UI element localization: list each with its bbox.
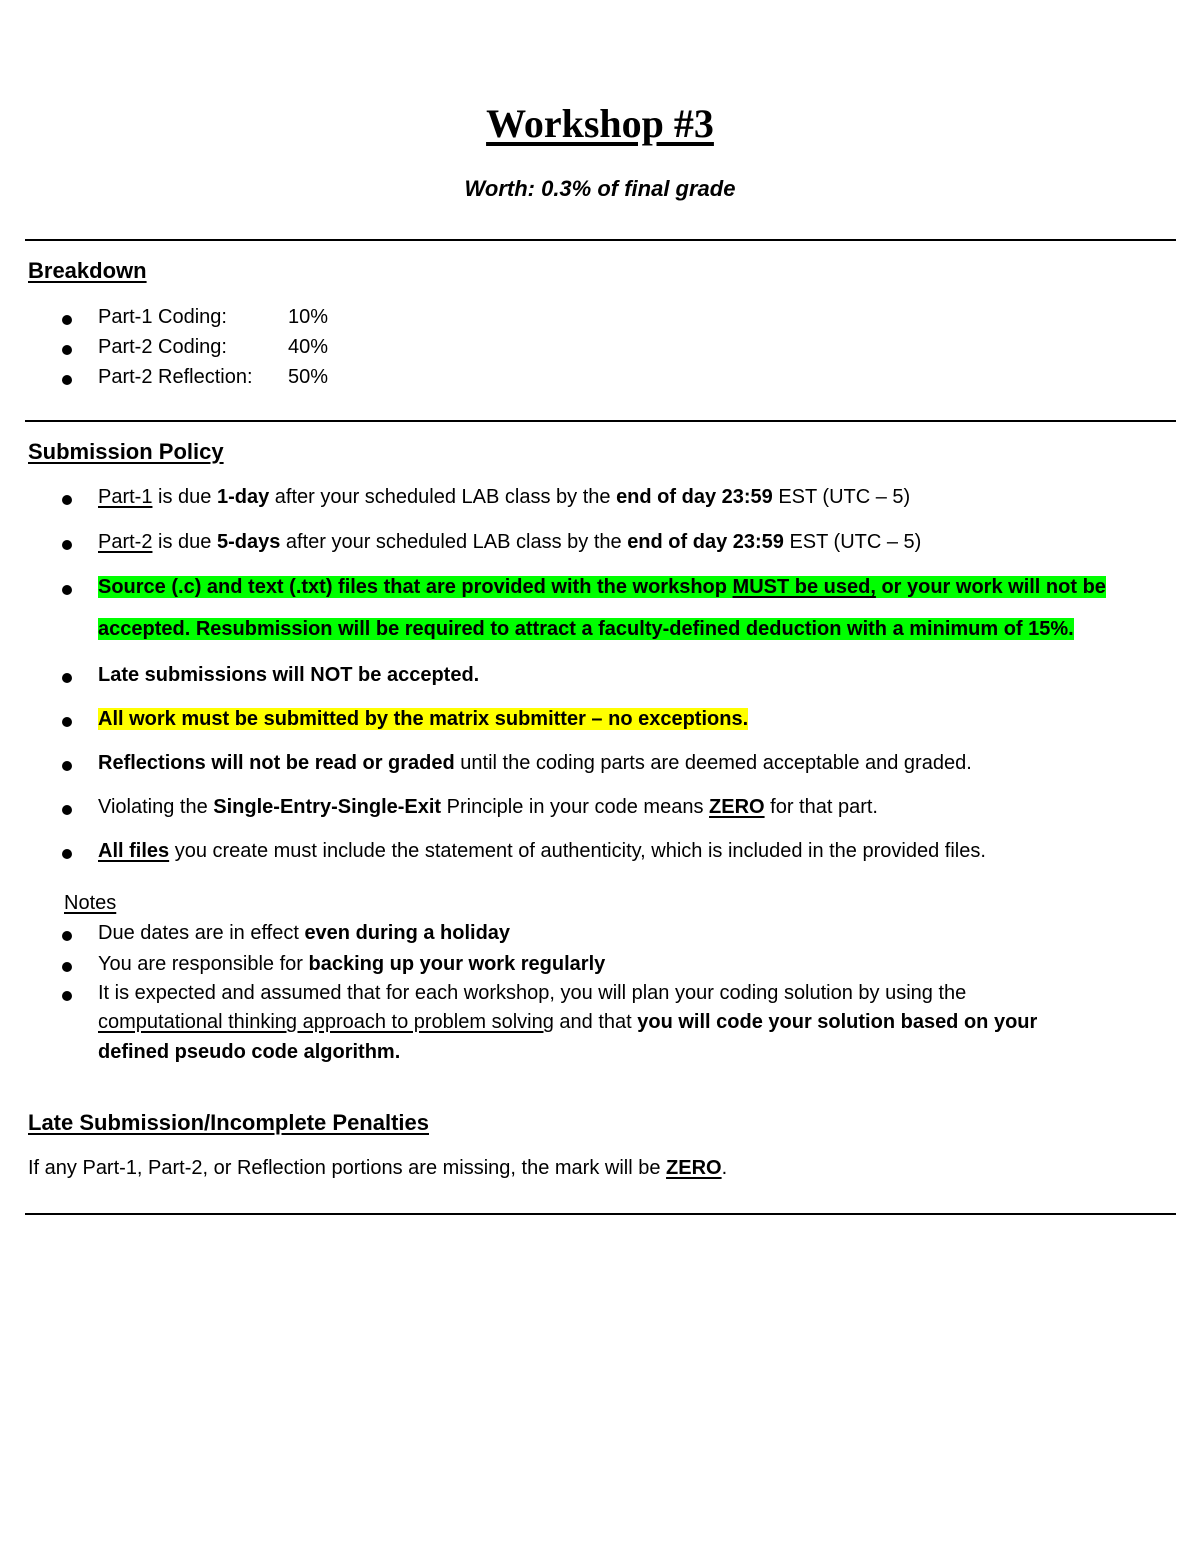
breakdown-label: Part-2 Coding: <box>98 336 227 358</box>
breakdown-value: 10% <box>288 306 329 328</box>
bullet-icon <box>62 375 72 385</box>
page-title: Workshop #3 <box>486 101 714 146</box>
note-computational-thinking-line2: computational thinking approach to problem solving and that you will code your solution based on your <box>98 1011 1038 1033</box>
breakdown-heading: Breakdown <box>28 258 147 283</box>
breakdown-label: Part-2 Reflection: <box>98 366 253 388</box>
policy-part2: Part-2 is due 5-days after your scheduled LAB class by the end of day 23:59 EST (UTC – 5) <box>98 531 922 553</box>
penalties-heading: Late Submission/Incomplete Penalties <box>28 1110 429 1135</box>
bullet-icon <box>62 849 72 859</box>
notes-label: Notes <box>64 892 117 914</box>
policy-reflections: Reflections will not be read or graded until the coding parts are deemed acceptable and graded. <box>98 752 972 774</box>
divider <box>25 239 1176 241</box>
policy-late: Late submissions will NOT be accepted. <box>98 664 480 686</box>
policy-all-files: All files you create must include the statement of authenticity, which is included in the provided files. <box>98 840 986 862</box>
penalties-text: If any Part-1, Part-2, or Reflection portions are missing, the mark will be ZERO. <box>28 1157 728 1179</box>
breakdown-value: 50% <box>288 366 329 388</box>
policy-matrix: All work must be submitted by the matrix submitter – no exceptions. <box>98 708 749 730</box>
policy-source-files: Source (.c) and text (.txt) files that are provided with the workshop MUST be used, or your work will not be <box>98 576 1106 598</box>
policy-seseprinciple: Violating the Single-Entry-Single-Exit Principle in your code means ZERO for that part. <box>98 796 878 818</box>
bullet-icon <box>62 673 72 683</box>
submission-policy-heading: Submission Policy <box>28 439 224 464</box>
breakdown-value: 40% <box>288 336 329 358</box>
bullet-icon <box>62 345 72 355</box>
divider <box>25 1213 1176 1215</box>
bullet-icon <box>62 540 72 550</box>
note-computational-thinking: It is expected and assumed that for each workshop, you will plan your coding solution by using the <box>98 982 967 1004</box>
bullet-icon <box>62 761 72 771</box>
note-backup: You are responsible for backing up your work regularly <box>98 953 606 975</box>
divider <box>25 420 1176 422</box>
bullet-icon <box>62 495 72 505</box>
bullet-icon <box>62 585 72 595</box>
bullet-icon <box>62 991 72 1001</box>
policy-source-files-line2: accepted. Resubmission will be required to attract a faculty-defined deduction with a minimum of 15%. <box>98 618 1074 640</box>
bullet-icon <box>62 805 72 815</box>
breakdown-label: Part-1 Coding: <box>98 306 227 328</box>
worth-subtitle: Worth: 0.3% of final grade <box>464 176 736 201</box>
note-holiday: Due dates are in effect even during a holiday <box>98 922 511 944</box>
note-computational-thinking-line3: defined pseudo code algorithm. <box>98 1041 401 1063</box>
policy-part1: Part-1 is due 1-day after your scheduled LAB class by the end of day 23:59 EST (UTC – 5) <box>98 486 911 508</box>
part-label: Part-2 <box>98 531 153 553</box>
bullet-icon <box>62 717 72 727</box>
bullet-icon <box>62 315 72 325</box>
bullet-icon <box>62 931 72 941</box>
part-label: Part-1 <box>98 486 153 508</box>
bullet-icon <box>62 962 72 972</box>
